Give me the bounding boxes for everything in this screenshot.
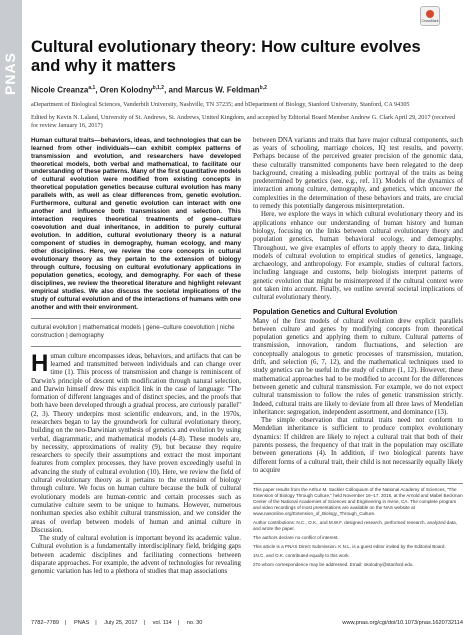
journal-sidebar: [0, 0, 22, 635]
author-separator: , and: [164, 85, 185, 95]
author-name: Nicole Creanza: [31, 85, 89, 95]
journal-sidebar-label: PNAS: [2, 52, 18, 96]
footnote: This paper results from the Arthur M. Sackler Colloquium of the National Academy of Sciences, "The Extension of Biology Through Culture," held November 16–17, 2016, at the Arnold and Mabel Beckman Center of the National Academies of Sciences and Engineering in Irvine, CA. The complete program and video recordings of most presentations are available on the NAS website at www.nasonline.org/Extension_of_Biology_Through_Culture.: [253, 487, 463, 517]
footer-volume: vol. 114: [152, 620, 172, 626]
two-column-body: [31, 137, 463, 577]
divider: [31, 318, 241, 319]
article-content: [31, 38, 463, 577]
keywords: cultural evolution | mathematical models | gene–culture coevolution | niche construction | demography: [31, 323, 235, 339]
author-affiliation-mark: a,1: [88, 85, 96, 91]
body-paragraph: between DNA variants and traits that have major cultural components, such as years of schooling, marriage choices, IQ test results, and poverty. Perhaps because of the perceived greater precision of the genomic data, these culturally transmitted components have been relegated to the deep background, creating a misleading public portrayal of the traits as being predetermined by genetics (see, e.g., ref. 11). Models of the dynamics of interaction among culture, demography, and genetics, which uncover the complexities in the determination of these behaviors and traits, are crucial to remedy this potentially dangerous misinterpretation.: [253, 136, 463, 211]
footer-sep: |: [65, 620, 67, 626]
footer-sep: |: [177, 620, 180, 626]
footer-issue: no. 30: [186, 620, 203, 626]
intro-paragraph: The study of cultural evolution is important beyond its academic value. Cultural evolution is a fundamentally interdisciplinary field, bridging gaps between academic disciplines and facilitating connections between disparate approaches. For example, the advent of technologies for revealing genomic variation has led to a plethora of studies that map associations: [31, 535, 241, 576]
intro-paragraph: uman culture encompasses ideas, behaviors, and artifacts that can be learned and transmitted between individuals and can change over time (1). This process of transmission and change is reminiscent of Darwin's principle of descent with modification through natural selection, and Darwin himself drew this explicit link in the case of language: "The formation of different languages and of distinct species, and the proofs that both have been developed through a gradual process, are curiously parallel" (2, 3). Theory underpins most scientific endeavors, and, in the 1970s, researchers began to lay the groundwork for cultural evolutionary theory, building on the neo-Darwinian synthesis of genetics and evolution by using verbal, diagrammatic, and mathematical models (4–8). These models are, by necessity, approximations of reality (9), but because they require researchers to specify their assumptions and extract the most important features from complex processes, they have proven exceedingly useful in advancing the study of cultural evolution (10). Here, we review the field of cultural evolutionary theory as it pertains to the extension of biology through culture. We focus on human culture because the bulk of cultural evolutionary models are human-centric and certain processes such as cumulative culture seem to be unique to humans. However, numerous nonhuman species also exhibit cultural transmission, and we consider the areas of overlap between models of human and animal culture in Discussion.: [31, 352, 241, 534]
abstract: Human cultural traits—behaviors, ideas, and technologies that can be learned from other individuals—can exhibit complex patterns of transmission and evolution, and researchers have developed theoretical models, both verbal and mathematical, to facilitate our understanding of these patterns. Many of the first quantitative models of cultural evolution were modified from existing concepts in theoretical population genetics because cultural evolution has many parallels with, as well as clear differences from, genetic evolution. Furthermore, cultural and genetic evolution can interact with one another and influence both transmission and selection. This interaction requires theoretical treatments of gene–culture coevolution and dual inheritance, in addition to purely cultural evolution. In addition, cultural evolutionary theory is a natural component of studies in demography, human ecology, and many other disciplines. Here, we review the core concepts in cultural evolutionary theory as they pertain to the extension of biology through culture, focusing on cultural evolutionary applications in population genetics, ecology, and demography. For each of these disciplines, we review the theoretical literature and highlight relevant empirical studies. We also discuss the societal implications of the study of cultural evolution and of the interactions of humans with one another and with their environment.: [31, 136, 241, 311]
affiliations: aDepartment of Biological Sciences, Vanderbilt University, Nashville, TN 37235; and bDepartment of Biology, Stanford University, Stanford, CA 94305: [31, 100, 410, 108]
footer-sep: |: [95, 620, 97, 626]
footer-date: July 25, 2017: [104, 620, 138, 626]
crossmark-icon: [426, 10, 434, 18]
author-affiliation-mark: b,2: [259, 85, 267, 91]
drop-cap: H: [31, 349, 49, 377]
footer-doi-link[interactable]: www.pnas.org/cgi/doi/10.1073/pnas.1620732114: [342, 620, 463, 626]
footer-pages: 7782–7789: [31, 620, 59, 626]
footnote: 1N.C. and O.K. contributed equally to this work.: [253, 553, 350, 559]
body-paragraph: The simple observation that cultural traits need not conform to Mendelian inheritance is sufficient to produce complex evolutionary dynamics: If children are likely to reject a cultural trait that both of their parents possess, the frequency of that trait in the population may oscillate between generations (4). In addition, if two biological parents have different forms of a cultural trait, their child is not necessarily equally likely to acquire: [253, 417, 463, 474]
edited-by: Edited by Kevin N. Laland, University of St. Andrews, St. Andrews, United Kingdom, and accepted by Editorial Board Member Andrew G. Clark April 29, 2017 (received for review January 16, 2017): [31, 113, 456, 129]
body-paragraph: Here, we explore the ways in which cultural evolutionary theory and its applications enhance our understanding of human history and human biology, focusing on the links between cultural evolutionary theory and population genetics, human behavioral ecology, and demography. Throughout, we give examples of efforts to apply theory to data, linking models of cultural evolution to empirical studies of genetics, language, archaeology, and anthropology. For example, studies of cultural factors, including language and customs, help biologists interpret patterns of genetic evolution that might be misinterpreted if the cultural context were not taken into account. Finally, we outline several societal implications of cultural evolutionary theory.: [253, 211, 463, 302]
footer-sep: |: [143, 620, 145, 626]
author-affiliation-mark: b,1,2: [152, 85, 165, 91]
footnotes: [253, 483, 463, 568]
crossmark-label: CrossMark: [421, 18, 439, 23]
footer-journal: PNAS: [74, 620, 90, 626]
footnote: 2To whom correspondence may be addressed. Email: okolodny@stanford.edu.: [253, 562, 414, 568]
author-separator: ,: [95, 85, 100, 95]
introduction: [31, 349, 241, 577]
crossmark-badge[interactable]: [420, 6, 440, 26]
body-paragraph: Many of the first models of cultural evolution drew explicit parallels between culture and genes by modifying concepts from theoretical population genetics and applying them to culture. Cultural patterns of transmission, innovation, random fluctuations, and selection are conceptually analogous to genetic processes of transmission, mutation, drift, and selection (6, 7, 12), and the mathematical techniques used to study genetics can be useful in the study of culture (1, 12). However, these mathematical approaches had to be modified to account for the differences between genetic and cultural transmission. For example, we do not expect cultural transmission to follow the rules of genetic transmission strictly. Indeed, cultural traits are likely to deviate from all three laws of Mendelian inheritance: segregation, independent assortment, and dominance (13).: [253, 317, 463, 416]
article-title: Cultural evolutionary theory: How culture evolves and why it matters: [31, 38, 421, 75]
page-footer: [31, 620, 463, 626]
author-name: Oren Kolodny: [99, 85, 153, 95]
divider: [31, 346, 241, 347]
footnote: The authors declare no conflict of interest.: [253, 535, 339, 541]
author-list: [31, 85, 463, 95]
footnote: This article is a PNAS Direct Submission. K.N.L. is a guest editor invited by the Editorial Board.: [253, 544, 446, 550]
footer-citation: [31, 620, 208, 626]
right-column: [253, 137, 463, 577]
section-heading: Population Genetics and Cultural Evolution: [253, 308, 398, 316]
author-name: Marcus W. Feldman: [184, 85, 260, 95]
footnote: Author contributions: N.C., O.K., and M.W.F. designed research, performed research, analyzed data, and wrote the paper.: [253, 520, 458, 532]
left-column: [31, 137, 241, 577]
